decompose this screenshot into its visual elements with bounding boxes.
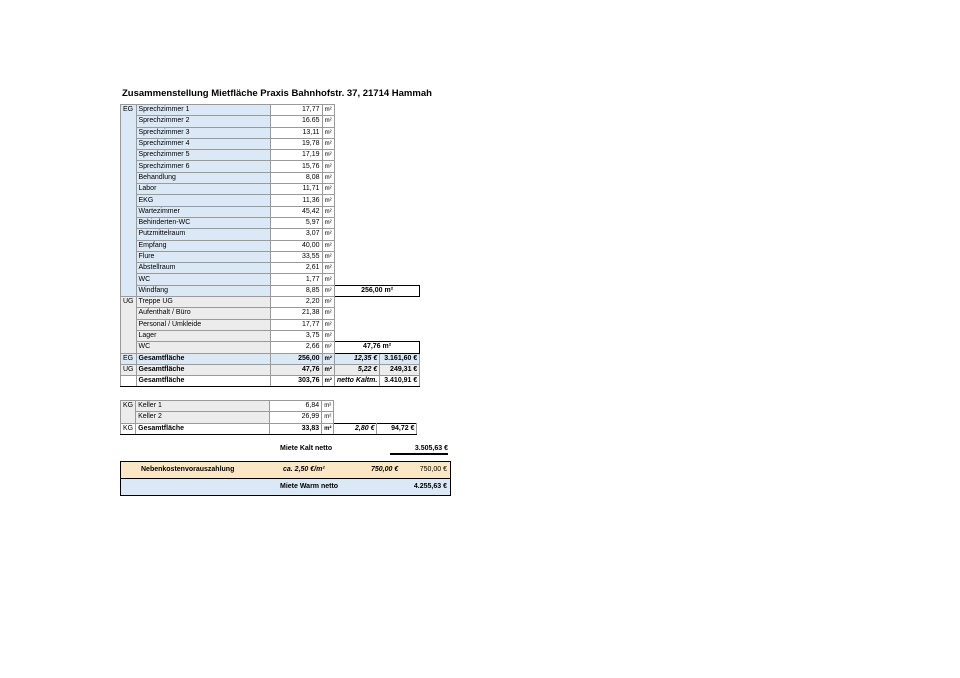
unit-label: m² — [322, 240, 334, 251]
total-amount: 3.410,91 € — [380, 376, 420, 387]
room-name: Putzmittelraum — [136, 229, 270, 240]
room-name: EKG — [136, 195, 270, 206]
empty-cell — [380, 206, 420, 217]
unit-label: m² — [322, 184, 334, 195]
empty-cell — [334, 274, 379, 285]
total-label: Gesamtfläche — [136, 423, 270, 434]
room-area: 16.65 — [270, 116, 322, 127]
room-area: 15,76 — [270, 161, 322, 172]
unit-label: m² — [322, 116, 334, 127]
room-name: Windfang — [136, 285, 270, 296]
room-area: 6,84 — [270, 401, 322, 412]
room-area: 11,71 — [270, 184, 322, 195]
empty-cell — [380, 172, 420, 183]
room-area: 8,85 — [270, 285, 322, 296]
empty-cell — [334, 150, 379, 161]
empty-cell — [334, 297, 379, 308]
table-row — [121, 401, 417, 412]
empty-cell — [334, 172, 379, 183]
unit-label: m² — [322, 172, 334, 183]
miete-kalt-label: Miete Kalt netto — [280, 445, 333, 452]
room-area: 2,61 — [270, 263, 322, 274]
total-area: 33,83 — [270, 423, 322, 434]
table-row — [121, 412, 417, 423]
nebenkosten-amount1: 750,00 € — [371, 466, 399, 473]
room-name: Flure — [136, 251, 270, 262]
room-area: 33,55 — [270, 251, 322, 262]
empty-cell — [380, 116, 420, 127]
unit-label: m² — [322, 319, 334, 330]
empty-cell — [380, 105, 420, 116]
total-row — [121, 364, 420, 375]
table-row — [121, 116, 420, 127]
table-row — [121, 127, 420, 138]
room-name: Keller 1 — [136, 401, 270, 412]
empty-cell — [380, 217, 420, 228]
empty-cell — [380, 330, 420, 341]
room-area: 3,75 — [270, 330, 322, 341]
room-area: 2,66 — [270, 342, 322, 353]
empty-cell — [334, 412, 377, 423]
room-area: 3,07 — [270, 229, 322, 240]
unit-label: m² — [322, 206, 334, 217]
empty-cell — [334, 240, 379, 251]
floor-label: EG — [121, 105, 137, 297]
nebenkosten-label: Nebenkostenvorauszahlung — [141, 466, 235, 473]
empty-cell — [380, 161, 420, 172]
table-row — [121, 330, 420, 341]
empty-cell — [380, 274, 420, 285]
empty-cell — [334, 116, 379, 127]
total-rate: netto Kaltm. — [334, 376, 379, 387]
miete-warm-row — [120, 478, 451, 496]
room-name: Wartezimmer — [136, 206, 270, 217]
empty-cell — [380, 195, 420, 206]
keller-table — [120, 400, 417, 435]
table-row — [121, 138, 420, 149]
unit-label: m² — [322, 263, 334, 274]
room-area: 17,77 — [270, 319, 322, 330]
room-name: Behinderten-WC — [136, 217, 270, 228]
total-area: 47,76 — [270, 364, 322, 375]
empty-cell — [334, 105, 379, 116]
room-area: 26,99 — [270, 412, 322, 423]
table-row — [121, 206, 420, 217]
empty-cell — [334, 161, 379, 172]
unit-label: m² — [322, 330, 334, 341]
unit-label: m² — [322, 342, 334, 353]
unit-label: m² — [322, 412, 334, 423]
table-row — [121, 274, 420, 285]
room-name: Aufenthalt / Büro — [136, 308, 270, 319]
unit-label: m² — [322, 251, 334, 262]
miete-kalt-value: 3.505,63 € — [390, 445, 448, 455]
unit-label: m² — [322, 161, 334, 172]
floor-label: UG — [121, 364, 137, 375]
room-area: 8,08 — [270, 172, 322, 183]
empty-cell — [334, 401, 377, 412]
table-row — [121, 319, 420, 330]
room-name: WC — [136, 342, 270, 353]
floor-subtotal: 47,76 m² — [334, 342, 419, 353]
area-table — [120, 104, 420, 387]
total-row — [121, 353, 420, 364]
room-name: Labor — [136, 184, 270, 195]
unit-label: m² — [322, 217, 334, 228]
nebenkosten-rate: ca. 2,50 €/m² — [283, 466, 325, 473]
total-rate: 5,22 € — [334, 364, 379, 375]
unit-label: m² — [322, 353, 334, 364]
room-name: Lager — [136, 330, 270, 341]
room-area: 19,78 — [270, 138, 322, 149]
total-row — [121, 423, 417, 434]
table-row — [121, 342, 420, 353]
empty-cell — [380, 150, 420, 161]
unit-label: m² — [322, 105, 334, 116]
table-row — [121, 217, 420, 228]
empty-cell — [334, 229, 379, 240]
empty-cell — [334, 195, 379, 206]
empty-cell — [334, 217, 379, 228]
total-label: Gesamtfläche — [136, 364, 270, 375]
table-row — [121, 172, 420, 183]
room-name: Sprechzimmer 5 — [136, 150, 270, 161]
total-label: Gesamtfläche — [136, 376, 270, 387]
table-row — [121, 229, 420, 240]
room-area: 2,20 — [270, 297, 322, 308]
table-row — [121, 195, 420, 206]
table-row — [121, 263, 420, 274]
total-label: Gesamtfläche — [136, 353, 270, 364]
room-area: 40,00 — [270, 240, 322, 251]
table-row — [121, 150, 420, 161]
total-amount: 94,72 € — [377, 423, 417, 434]
room-name: Empfang — [136, 240, 270, 251]
unit-label: m² — [322, 285, 334, 296]
total-area: 303,76 — [270, 376, 322, 387]
empty-cell — [377, 412, 417, 423]
table-row — [121, 251, 420, 262]
room-name: WC — [136, 274, 270, 285]
unit-label: m² — [322, 150, 334, 161]
empty-cell — [380, 319, 420, 330]
empty-cell — [334, 184, 379, 195]
unit-label: m² — [322, 376, 334, 387]
empty-cell — [334, 330, 379, 341]
room-name: Sprechzimmer 2 — [136, 116, 270, 127]
room-name: Sprechzimmer 6 — [136, 161, 270, 172]
unit-label: m² — [322, 127, 334, 138]
total-area: 256,00 — [270, 353, 322, 364]
room-area: 11,36 — [270, 195, 322, 206]
floor-subtotal: 256,00 m² — [334, 285, 419, 296]
nebenkosten-amount2: 750,00 € — [419, 466, 447, 473]
miete-warm-value: 4.255,63 € — [413, 483, 447, 490]
page-title: Zusammenstellung Mietfläche Praxis Bahnhofstr. 37, 21714 Hammah — [122, 88, 432, 99]
empty-cell — [334, 308, 379, 319]
empty-cell — [380, 240, 420, 251]
floor-label: KG — [121, 401, 136, 424]
room-name: Behandlung — [136, 172, 270, 183]
room-name: Sprechzimmer 4 — [136, 138, 270, 149]
empty-cell — [380, 263, 420, 274]
total-rate: 12,35 € — [334, 353, 379, 364]
empty-cell — [380, 184, 420, 195]
empty-cell — [334, 138, 379, 149]
empty-cell — [334, 206, 379, 217]
unit-label: m² — [322, 195, 334, 206]
miete-warm-label: Miete Warm netto — [280, 483, 339, 490]
room-area: 17,19 — [270, 150, 322, 161]
room-name: Sprechzimmer 1 — [136, 105, 270, 116]
table-row — [121, 308, 420, 319]
total-amount: 249,31 € — [380, 364, 420, 375]
table-row — [121, 105, 420, 116]
room-name: Abstellraum — [136, 263, 270, 274]
empty-cell — [334, 319, 379, 330]
empty-cell — [380, 251, 420, 262]
empty-cell — [334, 251, 379, 262]
unit-label: m² — [322, 138, 334, 149]
floor-label — [121, 376, 137, 387]
unit-label: m² — [322, 297, 334, 308]
total-row — [121, 376, 420, 387]
empty-cell — [377, 401, 417, 412]
room-name: Personal / Umkleide — [136, 319, 270, 330]
room-area: 5,97 — [270, 217, 322, 228]
room-name: Sprechzimmer 3 — [136, 127, 270, 138]
floor-label: KG — [121, 423, 136, 434]
empty-cell — [334, 263, 379, 274]
empty-cell — [380, 308, 420, 319]
unit-label: m² — [322, 423, 334, 434]
unit-label: m² — [322, 274, 334, 285]
room-area: 17,77 — [270, 105, 322, 116]
unit-label: m² — [322, 308, 334, 319]
room-name: Keller 2 — [136, 412, 270, 423]
empty-cell — [380, 229, 420, 240]
total-rate: 2,80 € — [334, 423, 377, 434]
table-row — [121, 240, 420, 251]
room-area: 13,11 — [270, 127, 322, 138]
empty-cell — [334, 127, 379, 138]
floor-label: UG — [121, 297, 137, 353]
table-row — [121, 184, 420, 195]
room-area: 21,38 — [270, 308, 322, 319]
empty-cell — [380, 138, 420, 149]
table-row — [121, 161, 420, 172]
room-area: 1,77 — [270, 274, 322, 285]
table-row — [121, 285, 420, 296]
unit-label: m² — [322, 401, 334, 412]
table-row — [121, 297, 420, 308]
unit-label: m² — [322, 229, 334, 240]
total-amount: 3.161,60 € — [380, 353, 420, 364]
unit-label: m² — [322, 364, 334, 375]
empty-cell — [380, 297, 420, 308]
room-name: Treppe UG — [136, 297, 270, 308]
floor-label: EG — [121, 353, 137, 364]
empty-cell — [380, 127, 420, 138]
room-area: 45,42 — [270, 206, 322, 217]
